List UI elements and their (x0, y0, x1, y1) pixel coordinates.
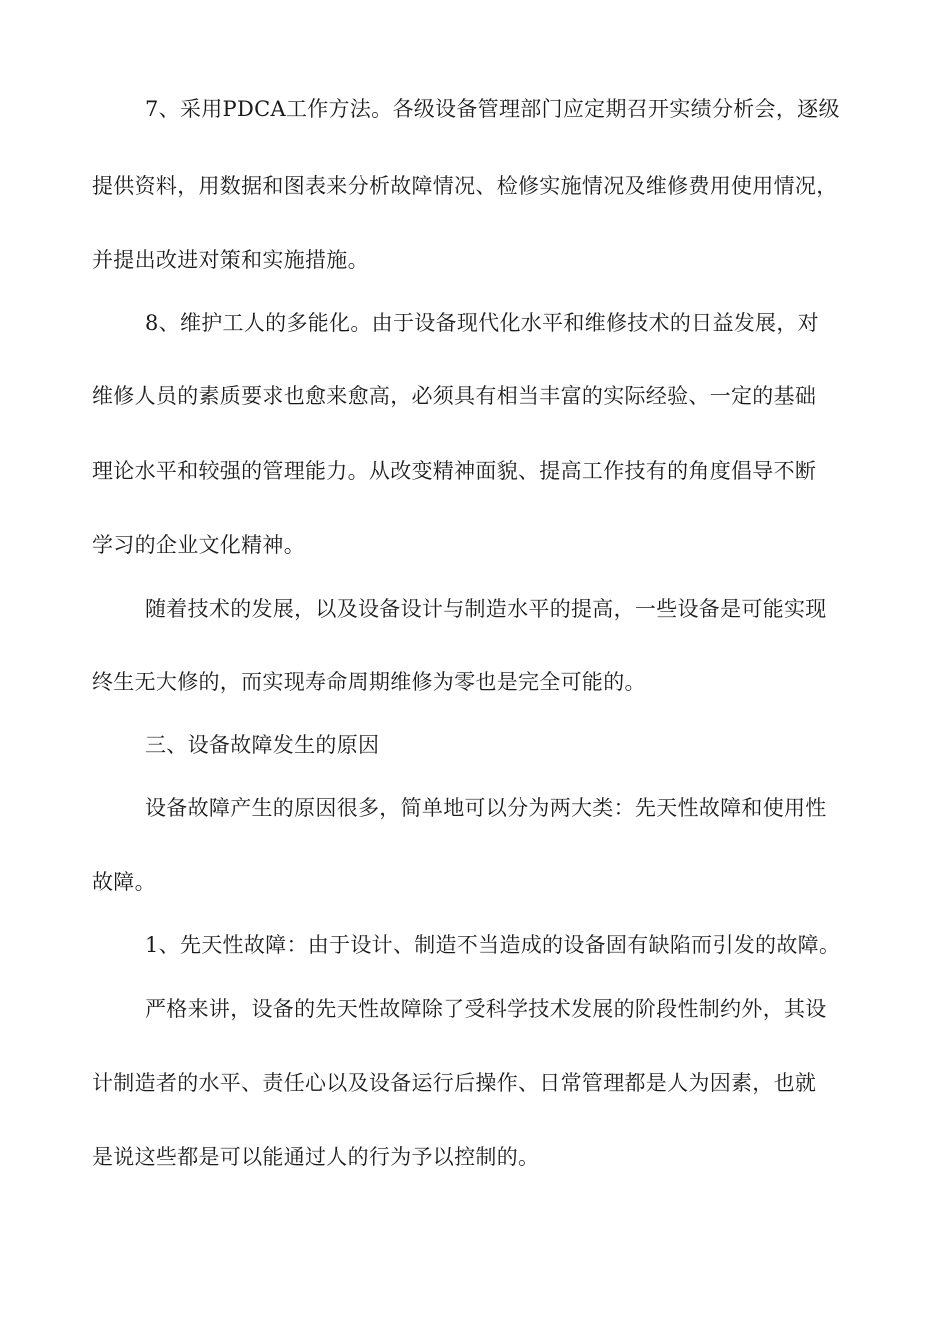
paragraph-7-line-2: 提供资料，用数据和图表来分析故障情况、检修实施情况及维修费用使用情况， (92, 174, 838, 198)
paragraph-strict-line-1: 严格来讲，设备的先天性故障除了受科学技术发展的阶段性制约外，其设 (145, 997, 827, 1021)
paragraph-8-line-3: 理论水平和较强的管理能力。从改变精神面貌、提高工作技有的角度倡导不断 (92, 459, 817, 483)
paragraph-8-line-4: 学习的企业文化精神。 (92, 533, 305, 557)
paragraph-7-line-1: 7、采用PDCA工作方法。各级设备管理部门应定期召开实绩分析会，逐级 (145, 97, 840, 121)
paragraph-causes-line-1: 设备故障产生的原因很多，简单地可以分为两大类：先天性故障和使用性 (145, 796, 827, 820)
paragraph-causes-line-2: 故障。 (92, 870, 156, 894)
paragraph-7-line-3: 并提出改进对策和实施措施。 (92, 248, 369, 272)
paragraph-strict-line-2: 计制造者的水平、责任心以及设备运行后操作、日常管理都是人为因素，也就 (92, 1071, 817, 1095)
paragraph-tech-line-1: 随着技术的发展，以及设备设计与制造水平的提高，一些设备是可能实现 (145, 597, 827, 621)
paragraph-congenital-line-1: 1、先天性故障：由于设计、制造不当造成的设备固有缺陷而引发的故障。 (145, 933, 841, 957)
paragraph-tech-line-2: 终生无大修的，而实现寿命周期维修为零也是完全可能的。 (92, 670, 646, 694)
paragraph-8-line-1: 8、维护工人的多能化。由于设备现代化水平和维修技术的日益发展，对 (145, 311, 819, 335)
paragraph-strict-line-3: 是说这些都是可以能通过人的行为予以控制的。 (92, 1145, 540, 1169)
section-heading-3: 三、设备故障发生的原因 (145, 733, 380, 757)
paragraph-8-line-2: 维修人员的素质要求也愈来愈高，必须具有相当丰富的实际经验、一定的基础 (92, 384, 817, 408)
